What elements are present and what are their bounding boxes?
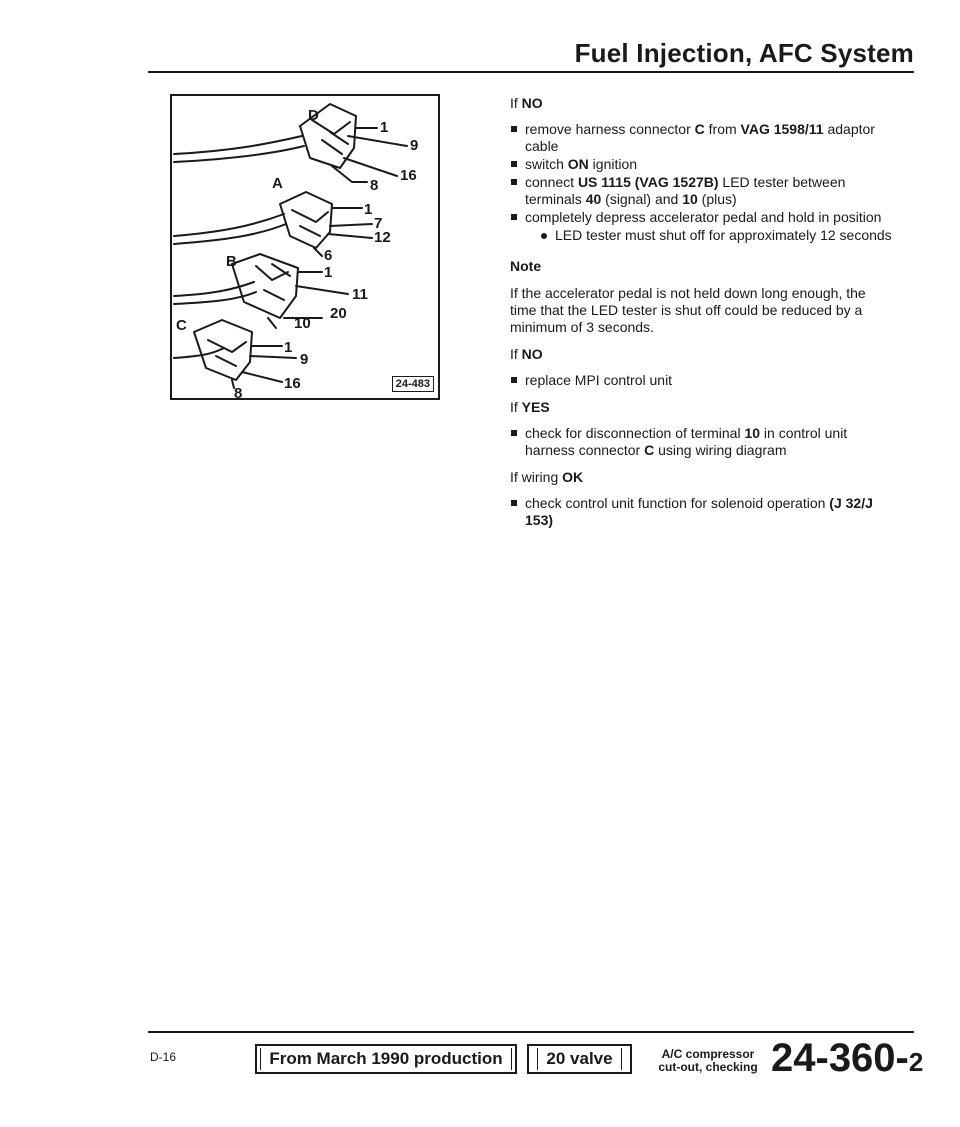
pin-label: 1 (364, 201, 373, 218)
page-code: D-16 (150, 1050, 177, 1064)
connector-figure (170, 94, 440, 400)
bottom-rule (148, 1031, 914, 1033)
section-number-suffix: 2 (908, 1047, 924, 1077)
section-line-2: cut-out, checking (658, 1060, 758, 1074)
condition-if-yes: If YES (510, 399, 550, 415)
pin-label: 9 (410, 137, 419, 154)
connector-drawing (172, 96, 438, 398)
condition-wiring-ok: If wiring OK (510, 469, 584, 485)
condition-if-no: If NO (510, 95, 543, 111)
step-list-2 (510, 372, 895, 389)
step-list-1 (510, 121, 895, 244)
top-rule (148, 71, 914, 73)
label-a: A (272, 175, 283, 192)
pin-label: 10 (294, 315, 311, 332)
pin-label: 1 (284, 339, 293, 356)
pin-label: 1 (324, 264, 333, 281)
section-label (652, 1048, 764, 1074)
engine-label: 20 valve (537, 1048, 621, 1070)
pin-label: 1 (380, 119, 389, 136)
production-tag (255, 1044, 517, 1074)
cable-a (174, 214, 284, 236)
label-b: B (226, 253, 237, 270)
list-item: connect US 1115 (VAG 1527B) LED tester between terminals 40 (signal) and 10 (plus) (510, 174, 895, 208)
list-item: completely depress accelerator pedal and hold in position LED tester must shut off for approximately 12 seconds (510, 209, 895, 244)
pin-label: 12 (374, 229, 391, 246)
figure-number: 24-483 (392, 376, 434, 392)
pin-label: 8 (370, 177, 379, 194)
connector-c-body (194, 320, 252, 380)
list-item: replace MPI control unit (510, 372, 895, 389)
sub-item: LED tester must shut off for approximately 12 seconds (525, 227, 895, 244)
note-heading: Note (510, 258, 542, 274)
page-title: Fuel Injection, AFC System (574, 38, 914, 68)
procedure-text (510, 95, 895, 539)
pin-label: 8 (234, 385, 243, 398)
list-item: remove harness connector C from VAG 1598/11 adaptor cable (510, 121, 895, 155)
production-label: From March 1990 production (260, 1048, 511, 1070)
label-c: C (176, 317, 187, 334)
pin-label: 11 (352, 286, 368, 303)
list-item: switch ON ignition (510, 156, 895, 173)
pin-label: 9 (300, 351, 309, 368)
list-item: check for disconnection of terminal 10 in control unit harness connector C using wiring diagram (510, 425, 895, 459)
label-d: D (308, 107, 319, 124)
pin-label: 20 (330, 305, 347, 322)
section-number (771, 1036, 923, 1084)
step-list-3 (510, 425, 895, 459)
step-list-4 (510, 495, 895, 529)
list-item: check control unit function for solenoid operation (J 32/J 153) (510, 495, 895, 529)
condition-if-no-2: If NO (510, 346, 543, 362)
note-body: If the accelerator pedal is not held down long enough, the time that the LED tester is shut off could be reduced by a minimum of 3 seconds. (510, 285, 866, 335)
pin-label: 7 (374, 215, 383, 232)
connector-a-body (280, 192, 332, 248)
pin-label: 16 (400, 167, 417, 184)
pin-label: 6 (324, 247, 333, 264)
pin-label: 16 (284, 375, 301, 392)
engine-tag (527, 1044, 632, 1074)
section-number-main: 24-360- (771, 1036, 909, 1080)
section-line-1: A/C compressor (661, 1047, 755, 1061)
